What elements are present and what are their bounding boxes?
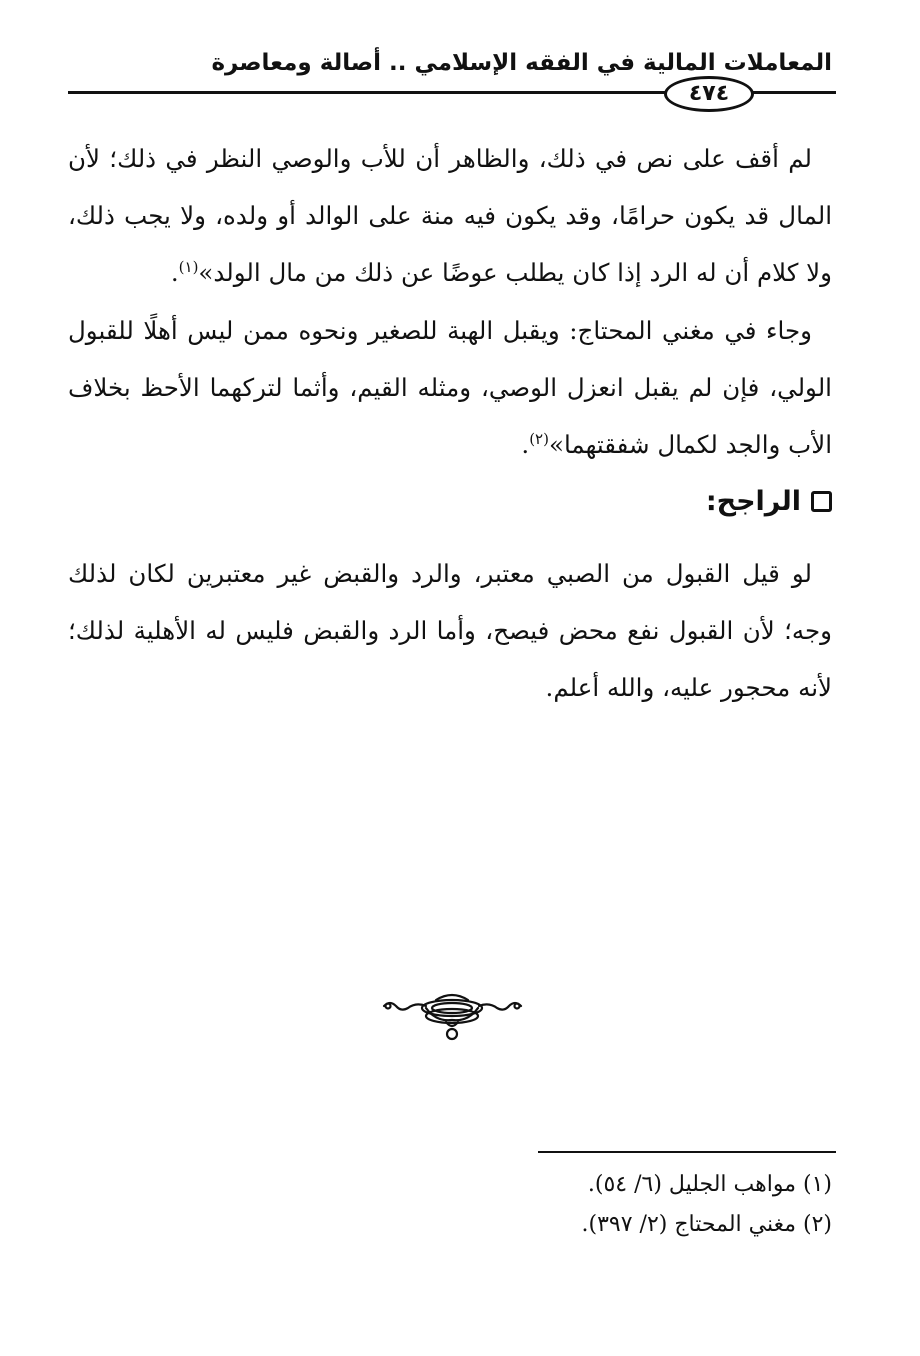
paragraph-2-end: . [521, 430, 530, 459]
ornament-divider-icon [380, 988, 525, 1044]
section-heading [706, 486, 832, 517]
footnote-ref-1: (١) [178, 257, 199, 276]
paragraph-1-text: لم أقف على نص في ذلك، والظاهر أن للأب والوصي النظر في ذلك؛ لأن المال قد يكون حرامًا، وقد يكون فيه منة على الوالد أو ولده، ولا يجب ذلك، ولا كلام أن له الرد إذا كان يطلب عوضًا عن ذلك من مال الولد» [68, 144, 832, 287]
page-number: ٤٧٤ [664, 76, 754, 112]
paragraph-1 [68, 130, 832, 301]
paragraph-2-text: وجاء في مغني المحتاج: ويقبل الهبة للصغير ونحوه ممن ليس أهلًا للقبول الولي، فإن لم يقبل انعزل الوصي، ومثله القيم، وأثما لتركهما الأحظ بخلاف الأب والجد لكمال شفقتهما» [68, 316, 832, 459]
footnote-ref-2: (٢) [529, 429, 549, 448]
square-bullet-icon [811, 491, 832, 512]
paragraph-3: لو قيل القبول من الصبي معتبر، والرد والقبض غير معتبرين لكان لذلك وجه؛ لأن القبول نفع محض فيصح، وأما الرد والقبض فليس له الأهلية لذلك؛ لأنه محجور عليه، والله أعلم. [68, 559, 832, 702]
footnote-2: (٢) مغني المحتاج (٢/ ٣٩٧). [581, 1212, 832, 1237]
footnote-rule [538, 1151, 836, 1153]
paragraph-2 [68, 302, 832, 473]
paragraph-1-end: . [170, 258, 179, 287]
running-title: المعاملات المالية في الفقه الإسلامي .. أصالة ومعاصرة [211, 50, 832, 76]
footnote-1: (١) مواهب الجليل (٦/ ٥٤). [587, 1172, 832, 1197]
section-heading-text: الراجح: [705, 486, 801, 517]
